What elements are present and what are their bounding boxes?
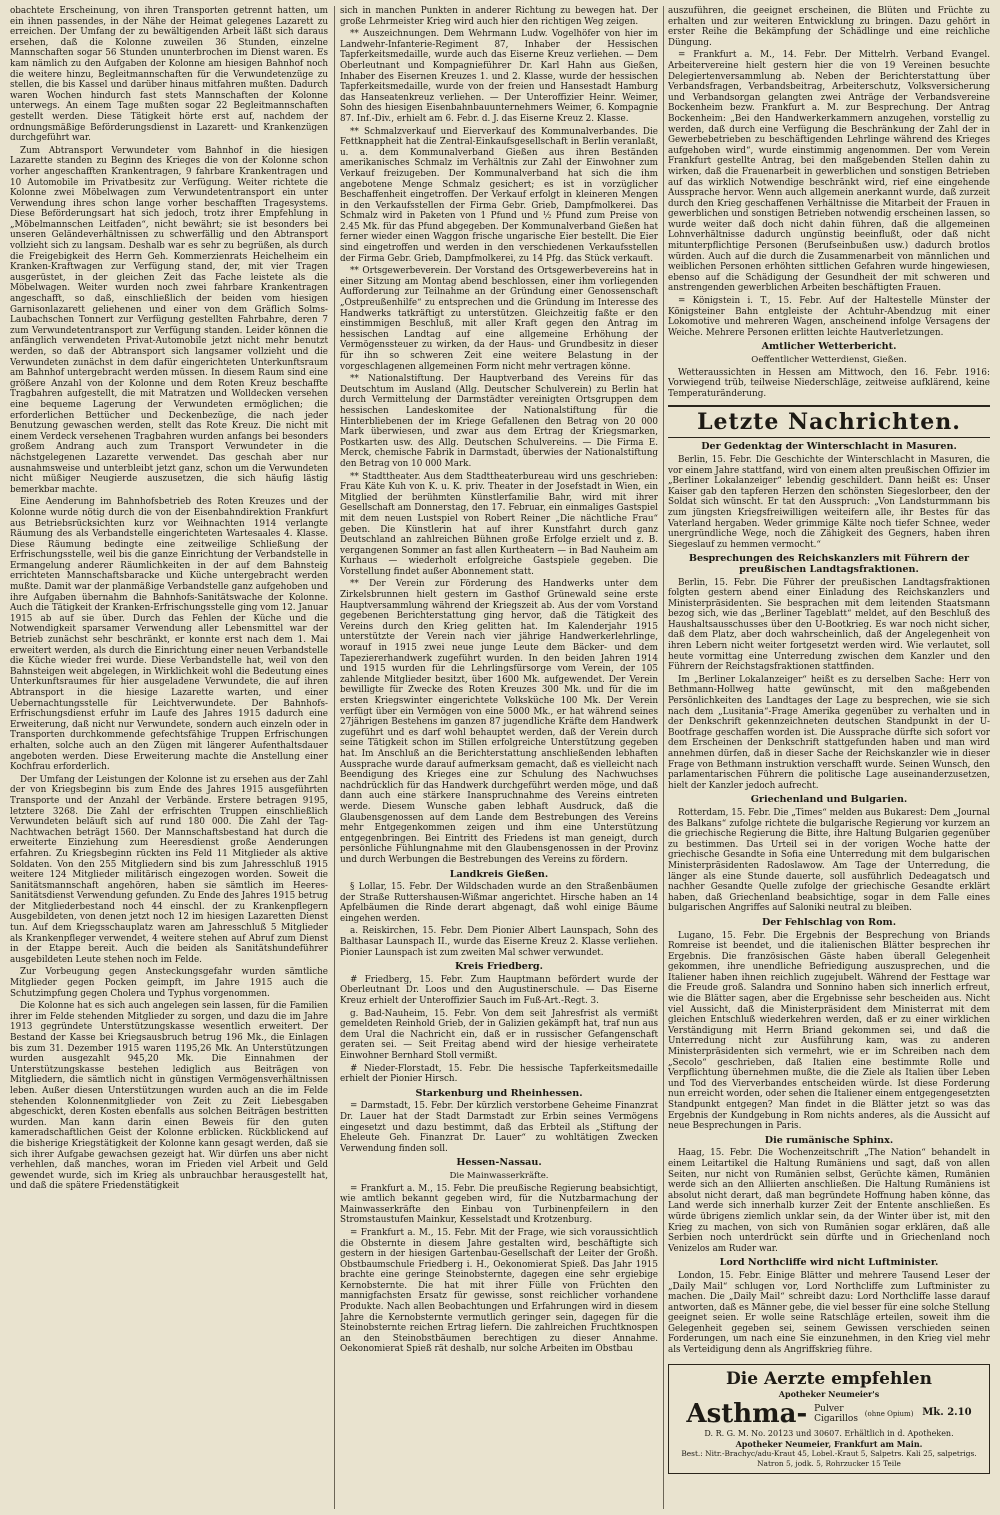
column-left (10, 6, 328, 1515)
paragraph: auszuführen, die geeignet erscheinen, die Blüten und Früchte zu erhalten und zur weiteren Entwicklung zu bringen. Dazu gehört in erster Reihe die Bekämpfung der Schädlinge und eine reichliche Düngung. (668, 6, 990, 48)
section-heading: Hessen-Nassau. (456, 1157, 542, 1169)
ad-registration: D. R. G. M. No. 20123 und 30607. Erhältlich in d. Apotheken. (704, 1428, 954, 1438)
paragraph: = Königstein i. T., 15. Febr. Auf der Haltestelle Münster der Königsteiner Bahn entgleiste der Achtuhr-Abendzug mit einer Lokomotive und mehreren Wagen, anscheinend infolge Versagens der Weiche. Mehrere Personen erlitten leichte Hautverletzungen. (668, 296, 990, 338)
paragraph: = Frankfurt a. M., 14. Febr. Der Mittelrh. Verband Evangel. Arbeitervereine hielt gestern hier die von 19 Vereinen besuchte Delegiertenversammlung ab. Neben der Berichterstattung über Verbandsfragen, Verbandsbeitrag, Arbeiterschutz, Volksversicherung und Verbandsorgan gelangten zwei Anträge der Verbandsvereine Bockenheim bezw. Frankfurt a. M. zur Besprechung. Der Antrag Bockenheim: „Bei den Handwerkerkammern anzugehen, vorstellig zu werden, daß durch eine Verfügung die Beschränkung der Zahl der in Gewerbebetrieben zu beschäftigenden Lehrlinge während des Krieges aufgehoben wird“, wurde einstimmig angenommen. Der vom Verein Frankfurt gestellte Antrag, bei den maßgebenden Stellen dahin zu wirken, daß die Frauenarbeit in gewerblichen und sonstigen Betrieben auf das wirklich Notwendige beschränkt wird, rief eine eingehende Aussprache hervor. Wenn auch allgemein anerkannt wurde, daß zurzeit durch den Krieg geschaffenen Verhältnisse die Mitarbeit der Frauen in gewerblichen und sonstigen Betrieben notwendig erscheinen lassen, so wurde weiter daß doch nicht dahin führen, daß die allgemeinen Lohnverhältnisse dadurch ungünstig beeinflußt, oder daß nicht mitunterpflichtige Personen (Berufseinbußen usw.) dadurch brotlos würden. Auch auf die durch die Zusammenarbeit von männlichen und weiblichen Personen erhöhten sittlichen Gefahren wurde hingewiesen, ebenso auf die Schädigung der Gesundheit der mit schweren und anstrengenden gewerblichen Arbeiten beschäftigten Frauen. (668, 50, 990, 294)
weather-report: Wetteraussichten in Hessen am Mittwoch, den 16. Febr. 1916: Vorwiegend trüb, teilweise Niederschläge, zeitweise aufklärend, keine Temperaturänderung. (668, 367, 990, 399)
paragraph: Berlin, 15. Febr. Die Geschichte der Winterschlacht in Masuren, die vor einem Jahre stattfand, wird von einem alten preußischen Offizier im „Berliner Lokalanzeiger“ lebendig geschildert. Dann heißt es: Unser Kaiser gab den tapferen Herzen den schönsten Siegeslorbeer, den der Soldat sich wünscht. Er tat den Ausspruch: „Von Landsturmmann bis zum jüngsten Kriegsfreiwilligen weiteifern alle, ihr Bestes für das Vaterland hergaben. Weder grimmige Kälte noch tiefer Schnee, weder unergründliche Wege, noch die Zähigkeit des Gegners, haben ihren Siegeslauf zu hemmen vermocht.“ (668, 454, 990, 550)
paragraph: a. Reiskirchen, 15. Febr. Dem Pionier Albert Launspach, Sohn des Balthasar Launspach II., wurde das Eiserne Kreuz 2. Klasse verliehen. Pionier Launspach ist zum zweiten Mal schwer verwundet. (340, 926, 658, 958)
column-rule (663, 6, 664, 1509)
ad-product-row (675, 1399, 983, 1429)
ad-maker: Apotheker Neumeier's (778, 1388, 880, 1399)
column-right (668, 6, 990, 1515)
paragraph: Der Umfang der Leistungen der Kolonne ist zu ersehen aus der Zahl der von Kriegsbeginn bis zum Ende des Jahres 1915 ausgeführten Transporte und der Anzahl der Verbände. Erstere betragen 9195, letztere 3268. Die Zahl der erfrischten Truppen einschließlich Verwundeten beläuft sich auf rund 180 000. Die Zahl der Tag-Nachtwachen beträgt 1560. Der Mannschaftsbestand hat durch die erweiterte Einziehung zum Heeresdienst große Aenderungen erfahren. Zu Kriegsbeginn rückten ins Feld 11 Mitglieder als aktive Soldaten. Von den 255 Mitgliedern sind bis zum Jahresschluß 1915 weitere 124 Mitglieder militärisch eingezogen worden. Soweit die Sanitätsmannschaft angehören, haben sie sämtlich im Heeres-Sanitätsdienst Verwendung gefunden. Zu Ende des Jahres 1915 betrug der Mitgliederbestand noch 44 einschl. der zu Krankenpflegern Ausgebildeten, von denen jetzt noch 12 im hiesigen Lazaretten Dienst tun. Auf dem Kriegsschauplatz waren am Jahresschluß 5 Mitglieder als Krankenpfleger verwendet, 4 weitere stehen auf Abruf zum Dienst in der Etappe bereit. Auch die beiden als Sanitätshundeführer ausgebildeten Leute stehen noch im Felde. (10, 774, 328, 965)
weather-subheading: Oeffentlicher Wetterdienst, Gießen. (751, 355, 907, 365)
paragraph: Zur Vorbeugung gegen Ansteckungsgefahr wurden sämtliche Mitglieder gegen Pocken geimpft, im Jahre 1915 auch die Schutzimpfung gegen Cholera und Typhus vorgenommen. (10, 967, 328, 999)
ad-brand: Asthma- (686, 1398, 808, 1429)
section-heading: Der Gedenktag der Winterschlacht in Masuren. (701, 441, 957, 453)
paragraph: # Friedberg, 15. Febr. Zum Hauptmann befördert wurde der Oberleutnant Dr. Loos und den Augustinerschule. — Das Eiserne Kreuz erhielt der Unteroffizier Sauch im Fuß-Art.-Regt. 3. (340, 974, 658, 1007)
paragraph: Eine Aenderung im Bahnhofsbetrieb des Roten Kreuzes und der Kolonne wurde nötig durch die von der Eisenbahndirektion Frankfurt aus Betriebsrücksichten kurz vor Weihnachten 1914 verlangte Räumung des als Verbandstelle eingerichteten Wartesaales 4. Klasse. Diese Räumung bedingte eine zeitweilige Schließung der Erfrischungsstelle, weil bis die ganze Einrichtung der Verbandstelle in Ermangelung anderer Räumlichkeiten in der auf dem Bahnsteig errichteten Mannschaftsbaracke und Küche untergebracht werden mußte. Damit war der planmäßige Verbandstelle ganz aufgehoben und ihre Aufgaben übernahm die Bahnhofs-Sanitätswache der Kolonne. Auch die Tätigkeit der Kranken-Erfrischungsstelle ging vom 12. Januar 1915 ab auf sie über. Durch das Fehlen der Küche und die Notwendigkeit sparsamer Verwendung aller Lebensmittel war der Betrieb zunächst sehr beschränkt, er konnte erst nach dem 1. Mai erweitert werden, als durch die Einrichtung einer neuen Verbandstelle die Küche wieder frei wurde. Diese Verbandstelle hat, weil von den Bahnsteigen weit abgelegen, in Wirklichkeit wohl die Bedeutung eines Unterkunftsraumes für hier ausgeladene Verwundete, die auf ihren Abtransport in die hiesige Lazarette warten, und einer Uebernachtungsstelle für Leichtverwundete. Der Bahnhofs-Erfrischungsdienst erfuhr im Laufe des Jahres 1915 dadurch eine Erweiterung, daß nicht nur Verwundete, sondern auch einzeln oder in Transporten durchkommende gefechtsfähige Truppen Erfrischungen erhalten, solche auch an den Zügen mit längerer Aufenthaltsdauer angeboten werden. Diese Erweiterung machte die Anstellung einer Kochfrau erforderlich. (10, 497, 328, 773)
weather-heading: Amtlicher Wetterbericht. (761, 341, 897, 353)
paragraph: ** Auszeichnungen. Dem Wehrmann Ludw. Vogelhöfer von hier im Landwehr-Infanterie-Regiment 87, Inhaber der Hessischen Tapferkeitsmedaille, wurde auch das Eiserne Kreuz verliehen. — Dem Oberleutnant und Kompagnieführer Dr. Karl Hahn aus Gießen, Inhaber des Eisernen Kreuzes 1. und 2. Klasse, wurde der hessischen Tapferkeitsmedaille, wurde von der freien und Hansestadt Hamburg das Hanseatenkreuz verliehen. — Der Unteroffizier Heinr. Weimer, Sohn des hiesigen Eisenbahnbauunternehmers Weimer, 6. Kompagnie 87. Inf.-Div., erhielt am 6. Febr. d. J. das Eiserne Kreuz 2. Klasse. (340, 29, 658, 124)
ad-address: Apotheker Neumeier, Frankfurt am Main. (735, 1438, 923, 1449)
paragraph: = Frankfurt a. M., 15. Febr. Mit der Frage, wie sich voraussichtlich die Obsternte in diesem Jahre gestalten wird, beschäftigte sich gestern in der hiesigen Gartenbau-Gesellschaft der Leiter der Großh. Obstbaumschule Friedberg i. H., Oekonomierat Spieß. Das Jahr 1915 brachte eine geringe Steinobsternte, dagegen eine sehr ergiebige Kernobsternte. Die hat mit ihrer Fülle von Früchten den mannigfachsten Ersatz für gewisse, sonst reichlicher vorhandene Produkte. Nach allen Beobachtungen und Erfahrungen wird in diesem Jahre die Kernobsternte vermutlich geringer sein, dagegen für die Steinobsternte reichen Ertrag liefern. Die zahlreichen Fruchtknospen an den Steinobstbäumen berechtigen zu dieser Annahme. Oekonomierat Spieß rät deshalb, nur solche Arbeiten im Obstbau (340, 1227, 658, 1355)
paragraph: obachtete Erscheinung, von ihren Transporten getrennt hatten, um ein ihnen passendes, in der Nähe der Heimat gelegenes Lazarett zu erreichen. Der Umfang der zu bewältigenden Arbeit läßt sich daraus ersehen, daß die Kolonne zuweilen 36 Stunden, einzelne Mannschaften sogar 56 Stunden ununterbrochen im Dienst waren. Es kam nämlich zu den Aufgaben der Kolonne am hiesigen Bahnhof noch die weitere hinzu, Begleitmannschaften für die Verwundetenzüge zu stellen, die bis Kassel und darüber hinaus mitfahren mußten. Dadurch waren Wochen hindurch fast stets Mannschaften der Kolonne unterwegs. An einem Tage mußten sogar 22 Begleitmannschaften gestellt werden. Diese Tätigkeit hörte erst auf, nachdem der ordnungsmäßige Beförderungsdienst in Lazarett- und Krankenzügen durchgeführt war. (10, 6, 328, 144)
ad-note: (ohne Opium) (864, 1409, 914, 1418)
paragraph: § Lollar, 15. Febr. Der Wildschaden wurde an den Straßenbäumen der Straße Ruttershausen-Wißmar angerichtet. Hirsche haben an 14 Apfelbäumen die Rinde derart abgenagt, daß wohl einige Bäume eingehen werden. (340, 882, 658, 924)
latest-news-banner: Letzte Nachrichten. (668, 405, 990, 438)
section-subheading: Die Mainwasserkräfte. (449, 1170, 549, 1181)
column-rule (334, 6, 335, 1509)
ad-ingredients: Best.: Nitr.-Brachyc/adu-Kraut 45, Lobel.-Kraut 5, Salpetrs. Kali 25, salpetrigs. Natron 5, jodk. 5, Rohrzucker 15 Teile (681, 1448, 977, 1468)
paragraph: ** Schmalzverkauf und Eierverkauf des Kommunalverbandes. Die Fettknappheit hat die Zentral-Einkaufsgesellschaft in Berlin veranlaßt, u. a. dem Kommunalverband Gießen aus ihren Beständen amerikanisches Schmalz im Verhältnis zur Zahl der Einwohner zum Verkauf freizugeben. Der Kommunalverband hat sich die ihm angebotene Menge Schmalz gesichert; es ist in vorzüglicher Beschaffenheit eingetroffen. Der Verkauf erfolgt in kleineren Mengen in den Verkaufsstellen der Firma Gebr. Grieb, Dampfmolkerei. Das Schmalz wird in Paketen von 1 Pfund und ½ Pfund zum Preise von 2.45 Mk. für das Pfund abgegeben. Der Kommunalverband Gießen hat ferner wieder einen Waggon frische ungarische Eier bestellt. Die Eier sind eingetroffen und werden in den verschiedenen Verkaufsstellen der Firma Gebr. Grieb, Dampfmolkerei, zu 14 Pfg. das Stück verkauft. (340, 126, 658, 264)
section-heading: Griechenland und Bulgarien. (750, 794, 908, 806)
paragraph: ** Stadttheater. Aus dem Stadttheaterbureau wird uns geschrieben: Frau Käte Kuh von K. u. K. priv. Theater in der Josefstadt in Wien, ein Mitglied der berühmten Künstlerfamilie Bahr, wird mit ihrer Gesellschaft am Donnerstag, den 17. Februar, ein einmaliges Gastspiel mit dem neuen Lustspiel von Robert Reiner „Die nächtliche Frau“ geben. Die Künstlerin hat auf ihrer Kunstfahrt durch ganz Deutschland an zahlreichen Bühnen große Erfolge erzielt und z. B. vergangenen Sommer an fast allen Kurtheatern — in Bad Nauheim am Kurhaus — wiederholt erfolgreiche Gastspiele gegeben. Die Vorstellung findet außer Abonnement statt. (340, 471, 658, 577)
paragraph: Im „Berliner Lokalanzeiger“ heißt es zu derselben Sache: Herr von Bethmann-Hollweg hatte gewünscht, mit den maßgebenden Persönlichkeiten des Landtages der Lage zu besprechen, wie sie sich nach dem „Lusitania“-Frage Amerika gegenüber zu verhalten und in der Denkschrift gekennzeichneten deutschen Standpunkt in der U-Bootfrage geschaffen worden ist. Die Aussprache dürfte sich sofort vor dem Erscheinen der Denkschrift stattgefunden haben und man wird annehmen dürfen, daß in dieser Sache der Reichskanzler wie in dieser Frage von Bethmann instruktion verschafft wurde. Seinen Wunsch, den parlamentarischen Führern die politische Lage auseinanderzusetzen, hielt der Kanzler jedoch aufrecht. (668, 674, 990, 791)
ad-products: Pulver Cigarillos (814, 1403, 858, 1424)
section-heading: Die rumänische Sphinx. (764, 1134, 894, 1146)
paragraph: # Nieder-Florstadt, 15. Febr. Die hessische Tapferkeitsmedaille erhielt der Pionier Hirsch. (340, 1063, 658, 1085)
asthma-advertisement (668, 1364, 990, 1474)
paragraph: g. Bad-Nauheim, 15. Febr. Von dem seit Jahresfrist als vermißt gemeldeten Reinhold Grieb, der in Galizien gekämpft hat, traf nun aus dem Ural die Nachricht ein, daß er in russischer Gefangenschaft geraten sei. — Seit Freitag abend wird der hiesige verheiratete Einwohner Bernhard Stoll vermißt. (340, 1008, 658, 1061)
section-heading: Lord Northcliffe wird nicht Luftminister. (719, 1257, 939, 1269)
paragraph: Rotterdam, 15. Febr. Die „Times“ melden aus Bukarest: Dem „Journal des Balkans“ zufolge richtete die bulgarische Regierung vor kurzem an die griechische Regierung die Bitte, ihre Haltung Bulgarien gegenüber zu bestimmen. Das Urteil sei in der vorigen Woche hatte der griechische Gesandte in Sofia eine Unterredung mit dem bulgarischen Ministerpräsidenten Radoslawow. Am Tage der Unterredung, die länger als eine Stunde dauerte, soll ausführlich Dedeagatsch und nachher Gesandte Quelle zufolge der griechische Gesandte erklärt haben, daß Griechenland beabsichtige, sogar in dem Falle eines bulgarischen Angriffes auf Saloniki neutral zu bleiben. (668, 807, 990, 914)
paragraph: London, 15. Febr. Einige Blätter und mehrere Tausend Leser der „Daily Mail“ schlugen vor, Lord Northcliffe zum Luftminister zu machen. Die „Daily Mail“ schreibt dazu: Lord Northcliffe lasse darauf antworten, daß es Männer gebe, die viel besser für eine solche Stellung geeignet seien. Er wolle seine Ratschläge erteilen, soweit ihm die Gelegenheit gegeben sei, seinem Gewissen verschieden seinen Forderungen, um nach eine Sie einzunehmen, in den Krieg viel mehr als Verteidigung denn als Angriffskrieg führe. (668, 1270, 990, 1356)
paragraph: Haag, 15. Febr. Die Wochenzeitschrift „The Nation“ behandelt in einem Leitartikel die Haltung Rumäniens und sagt, daß von allen Seiten, nur nicht von Rumänien selbst, Gerüchte kämen, Rumänien werde sich an den Alliierten anschließen. Die Haltung Rumäniens ist absolut nicht derart, daß man begründete Hoffnung haben könne, das Land werde sich innerhalb kurzer Zeit der Entente anschließen. Es würde übrigens ziemlich unklar sein, da der Winter über ist, mit den Krieg zu machen, von sich von Rumänien sogar erklären, daß alle Serbien noch unterdrückt sein dürfte und in Griechenland noch Venizelos am Ruder war. (668, 1148, 990, 1254)
section-heading: Starkenburg und Rheinhessen. (415, 1087, 583, 1099)
section-heading: Besprechungen des Reichskanzlers mit Führern der preußischen Landtagsfraktionen. (688, 553, 970, 575)
paragraph: ** Der Verein zur Förderung des Handwerks unter dem Zirkelsbrunnen hielt gestern im Gasthof Grünewald seine erste Hauptversammlung während der Kriegszeit ab. Aus der vom Vorstand gegebenen Berichterstattung ging hervor, daß die Tätigkeit des Vereins durch den Krieg gelitten hat. Im Kalenderjahr 1915 unterstützte der Verein nach vier jährige Handwerkerlehrlinge, worauf in 1915 zwei neue junge Leute dem Bäcker- und dem Tapeziererhandwerk zugeführt wurden. In den beiden Jahren 1914 und 1915 wurden für die Lehrlingsfürsorge vom Verein, der 105 zahlende Mitglieder besitzt, über 1600 Mk. aufgewendet. Der Verein bewilligte für Zwecke des Roten Kreuzes 300 Mk. und für die im ersten Kriegswinter eingerichtete Volksküche 100 Mk. Der Verein verfügt über ein Vermögen von eine 5000 Mk., er hat während seines 27jährigen Bestehens im ganzen 87 jugendliche Kräfte dem Handwerk zugeführt und es darf wohl behauptet werden, daß der Verein durch seine Tätigkeit schon im Stillen erfolgreiche Unterstützung gegeben hat. Im Anschluß an die Berichterstattung anschließenden lebhaften Aussprache wurde darauf aufmerksam gemacht, daß es vielleicht nach Beendigung des Krieges eine zur Schulung des Nachwuchses nachdrücklich für das Handwerk durchgeführt werden möge, und daß dann auch eine stärkere Inanspruchnahme des Vereins eintreten werde. Diesem Wunsche gaben lebhaft Ausdruck, daß die Glaubensgenossen auf dem Lande dem Bestrebungen des Vereins mehr Entgegenkommen zeigen und ihm eine Unterstützung entgegenbringen. Bei Eintritt des Friedens ist man geneigt, durch persönliche Fühlungnahme mit den Glaubensgenossen in der Provinz und durch Werbungen die Bestrebungen des Vereins zu fördern. (340, 579, 658, 865)
column-middle (340, 6, 658, 1515)
paragraph: = Darmstadt, 15. Febr. Der kürzlich verstorbene Geheime Finanzrat Dr. Lauer hat der Stadt Darmstadt zur Erbin seines Vermögens eingesetzt und dazu bestimmt, daß das Erbteil als „Stiftung der Eheleute Geh. Finanzrat Dr. Lauer“ zu wohltätigen Zwecken Verwendung finden soll. (340, 1101, 658, 1154)
section-heading: Der Fehlschlag von Rom. (761, 916, 897, 928)
paragraph: ** Nationalstiftung. Der Hauptverband des Vereins für das Deutschtum im Ausland (Allg. Deutscher Schulverein) zu Berlin hat durch Vermittelung der Darmstädter vereinigten Ortsgruppen dem hessischen Landeskomitee der Nationalstiftung für die Hinterbliebenen der im Kriege Gefallenen den Betrag von 20 000 Mark überwiesen, und zwar aus dem Ertrag der Kriegsmarken, Postkarten usw. des Allg. Deutschen Schulvereins. — Die Firma E. Merck, chemische Fabrik in Darmstadt, überwies der Nationalstiftung den Betrag von 10 000 Mark. (340, 374, 658, 469)
paragraph: Zum Abtransport Verwundeter vom Bahnhof in die hiesigen Lazarette standen zu Beginn des Krieges die von der Kolonne schon vorher angeschafften Krankentragen, 9 fahrbare Krankentragen und 10 Automobile im Privatbesitz zur Verfügung. Weiter richtete die Kolonne zwei Möbelwagen zum Verwundetentransport ein unter Verwendung ihres schon lange vorher beschafften Tragesystems. Diese Beförderungsart hat sich jedoch, trotz ihrer Empfehlung in „Möbelmannschen Leitfaden“, nicht bewährt; sie ist besonders bei unseren Geländeverhältnissen zu schwerfällig und den Abtransport vollzieht sich zu langsam. Deshalb war es sehr zu begrüßen, als durch die Freigebigkeit des Herrn Geh. Kommerzienrats Heichelheim ein Kranken-Kraftwagen zur Verfügung stand, der, mit vier Tragen ausgerüstet, in der gleichen Zeit das Fache leistete als die Möbelwagen. Weiter wurden noch zwei fahrbare Krankentragen angeschafft, so daß, einschließlich der beiden vom hiesigen Garnisonlazarett geliehenen und einer von dem Gräflich Solms-Laubachschen Tonnert zur Verfügung gestellten Fahrbahre, deren 7 zum Verwundetentransport zur Verfügung standen. Leider können die anfänglich verwendeten Privat-Automobile jetzt nicht mehr benutzt werden, so daß der Abtransport sich langsamer vollzieht und die Verwundeten zunächst in dem dafür eingerichteten Unterkunftsraum am Bahnhof untergebracht werden müssen. In diesem Raum sind eine größere Anzahl von der Kolonne und dem Roten Kreuz beschaffte Tragbahren aufgestellt, die mit Matratzen und Wolldecken versehen eine bequeme Lagerung der Verwundeten ermöglichen; die erforderlichen Bettücher und Deckenbezüge, die nach jeder Benutzung gewaschen werden, stellt das Rote Kreuz. Die nicht mit einem Verdeck versehenen Tragbahren wurden anfangs bei besonders großem Andrang auch zum Transport Verwundeter in die nächstgelegenen Lazarette verwendet. Das geschah aber nur ausnahmsweise und unterbleibt jetzt ganz, schon um die Verwundeten nicht müßiger Neugierde auszusetzen, die sich häufig lästig bemerkbar machte. (10, 145, 328, 495)
ad-price: Mk. 2.10 (922, 1407, 972, 1419)
ad-title: Die Aerzte empfehlen (726, 1368, 932, 1389)
paragraph: = Frankfurt a. M., 15. Febr. Die preußische Regierung beabsichtigt, wie amtlich bekannt gegeben wird, für die Nutzbarmachung der Mainwasserkräfte den Einbau von Turbinenpfeilern in den Stromstaustufen Mainkur, Kesselstadt und Krotzenburg. (340, 1183, 658, 1226)
section-heading: Kreis Friedberg. (455, 961, 543, 973)
section-heading: Landkreis Gießen. (449, 868, 549, 880)
paragraph: sich in manchen Punkten in anderer Richtung zu bewegen hat. Der große Lehrmeister Krieg wird auch hier den richtigen Weg zeigen. (340, 6, 658, 27)
paragraph: Lugano, 15. Febr. Die Ergebnis der Besprechung von Briands Romreise ist beendet, und die italienischen Blätter besprechen ihr Ergebnis. Die französischen Gäste haben überall Gelegenheit gekommen, ihre unendliche Befriedigung auszusprechen, und die Italiener haben ihnen reichlich zugejubelt. Während der Festtage war die Freude groß. Salandra und Sonnino haben sich innerlich erfreut, wie die Blätter sagen, aber die Ergebnisse sehr bescheiden aus. Nicht viel Aussicht, daß die Ministerpräsident dem Ministerrat mit dem gleichen Entschluß wiederkehren werden, daß er zu einer wirklichen Verständigung mit Herrn Briand gekommen sei, und daß die Unterredung nicht zur Ausführung kam, was zu anderen Ministerpräsidenten sich vermehrt, wie er im Schreiben nach dem „Secolo“ geschrieben, daß Italien eine bestimmte Rolle und Verpflichtung übernehmen mußte, die die Ziele als Italien über Leben und Tod des Vierverbandes entscheiden würde. Ist diese Forderung nun erreicht worden, oder sehen die Italiener einem entgegengesetzten Standpunkt entgegen? Man findet in die Blätter jetzt so was das Ergebnis der Kundgebung in Rom nichts anderes, als die Aussicht auf neue Besprechungen in Paris. (668, 930, 990, 1132)
paragraph: Die Kolonne hat es sich auch angelegen sein lassen, für die Familien ihrer im Felde stehenden Mitglieder zu sorgen, und dazu die im Jahre 1913 gegründete Unterstützungskasse wesentlich erweitert. Der Bestand der Kasse bei Kriegsausbruch betrug 196 Mk., die Einlagen bis zum 31. Dezember 1915 waren 1195,26 Mk. An Unterstützungen wurden ausgezahlt 945,20 Mk. Die Einnahmen der Unterstützungskasse bestehen lediglich aus Beiträgen von Mitgliedern, die sämtlich nicht in günstigen Vermögensverhältnissen leben. Außer diesen Unterstützungen wurden auch an die im Felde stehenden Kolonnenmitglieder von Zeit zu Zeit Liebesgaben abgeschickt, deren Kosten ebenfalls aus solchen Beiträgen bestritten wurden. Man kann darin einen Beweis für den guten kameradschaftlichen Geist der Kolonne erblicken. Rückblickend auf die bisherige Kriegstätigkeit der Kolonne kann gesagt werden, daß sie sich ihrer Aufgabe gewachsen gezeigt hat. Wir dürfen uns aber nicht verhehlen, daß manches, woran im Frieden viel Arbeit und Geld gewendet wurde, sich im Krieg als unbrauchbar herausgestellt hat, und daß die spätere Friedenstätigkeit (10, 1001, 328, 1192)
paragraph: ** Ortsgewerbeverein. Der Vorstand des Ortsgewerbevereins hat in einer Sitzung am Montag abend beschlossen, einer ihm vorliegenden Aufforderung zur Teilnahme an der Gründung einer Genossenschaft „Ostpreußenhilfe“ zu entsprechen und die Gründung im Interesse des Handwerks tatkräftigt zu unterstützen. Gleichzeitig faßte er den einstimmigen Beschluß, mit aller Kraft gegen den Antrag im hessischen Landtag auf eine allgemeine Erhöhung der Vermögenssteuer zu wirken, da der Haus- und Grundbesitz in dieser für ihn so schweren Zeit eine weitere Belastung in der vorgeschlagenen allgemeinen Form nicht mehr vertragen könne. (340, 266, 658, 372)
paragraph: Berlin, 15. Febr. Die Führer der preußischen Landtagsfraktionen folgten gestern abend einer Einladung des Reichskanzlers und Ministerpräsidenten. Sie besprachen mit dem leitenden Staatsmann bezog sich, wie das „Berliner Tageblatt“ meldet, auf den Beschluß des Haushaltsausschusses über den U-Bootkrieg. Es war noch nicht sicher, daß dem Platz, aber doch wahrscheinlich, daß der Angelegenheit von ihren Lebern nicht weiter fortgesetzt werden wird. Wie verlautet, soll heute vormittag eine Unterredung zwischen dem Kanzler und den Führern der Reichstagsfraktionen stattfinden. (668, 577, 990, 673)
